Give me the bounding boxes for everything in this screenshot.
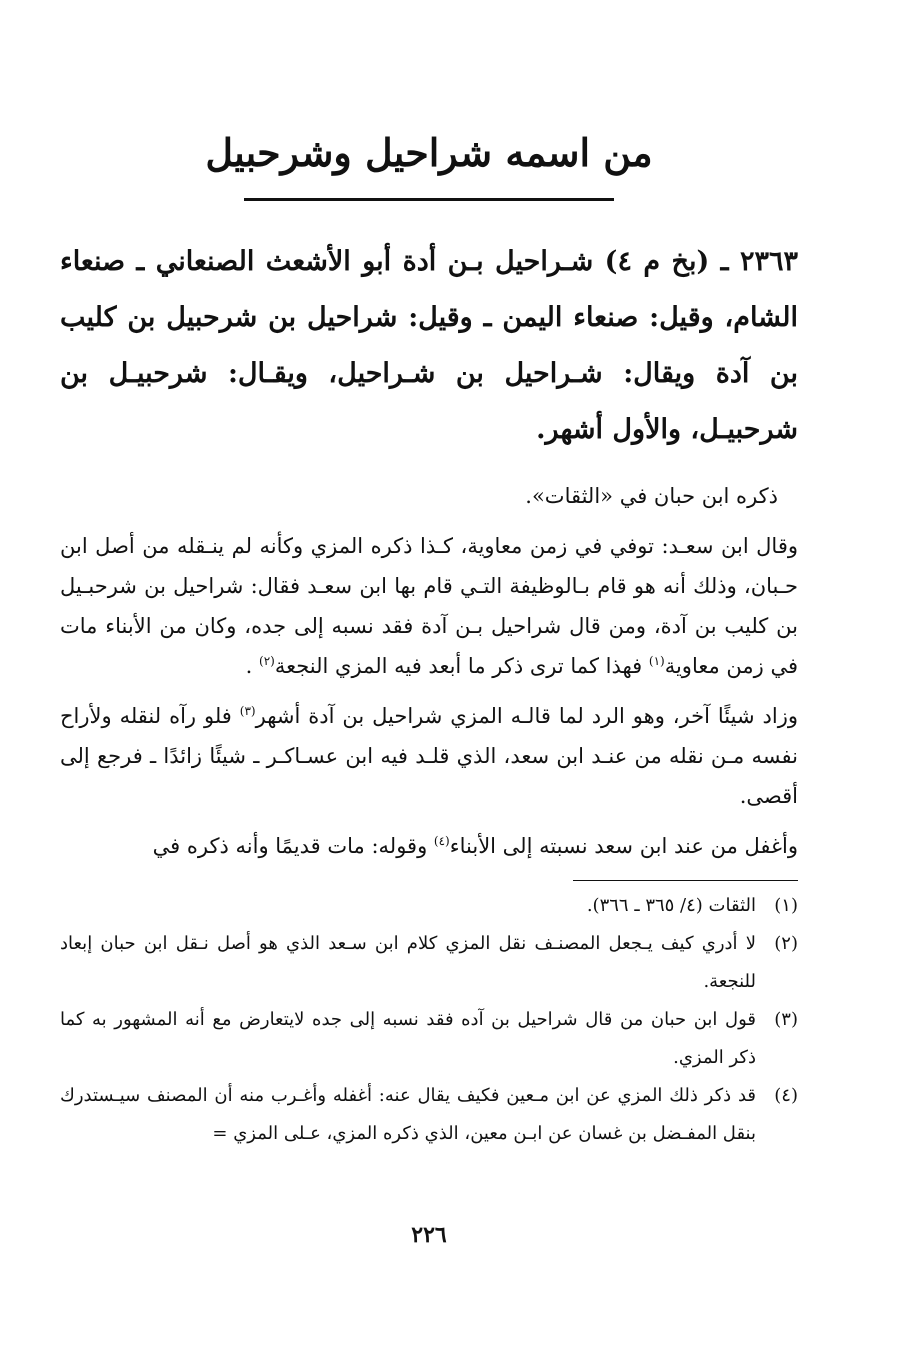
paragraph-3-text-b: فلو رآه لنقله ولأراح نفسه مـن نقله من عنـد ابن سعد، الذي قلـد فيه ابن عسـاكـر ـ شيئًا زائدًا ـ فرجع إلى أقصى. [60,704,798,808]
footnote-separator [573,880,798,881]
paragraph-2-text-c: . [245,654,260,678]
footnote-ref-4: (٤) [433,834,450,848]
title-underline [244,198,614,204]
footnote-3 [60,1001,798,1077]
chapter-title: من اسمه شراحيل وشرحبيل [205,130,653,175]
footnote-text: قول ابن حبان من قال شراحيل بن آده فقد نسبه إلى جده لايتعارض مع أنه المشهور به كما ذكر المزي. [60,1009,756,1068]
paragraph-3-text-a: وزاد شيئًا آخر، وهو الرد لما قالـه المزي شراحيل بن آدة أشهر [255,704,798,728]
footnote-4 [60,1077,798,1153]
paragraph-4 [60,826,798,866]
paragraph-2 [60,526,798,686]
paragraph-4-text-b: وقوله: مات قديمًا وأنه ذكره في [152,834,434,858]
footnote-text: قد ذكر ذلك المزي عن ابن مـعين فكيف يقال عنه: أغفله وأغـرب منه أن المصنف سيـستدرك بنقل المفـضل بن غسان عن ابـن معين، الذي ذكره المزي، عـلى المزي = [60,1085,756,1144]
paragraph-1-text: ذكره ابن حبان في «الثقات». [525,484,778,508]
paragraph-4-text-a: وأغفل من عند ابن سعد نسبته إلى الأبناء [449,834,798,858]
footnote-1 [60,887,798,925]
page-number: ٢٢٦ [411,1222,447,1248]
footnote-number: (١) [774,895,798,916]
entry-heading: ٢٣٦٣ ـ (بخ م ٤) شـراحيل بـن أدة أبو الأشعث الصنعاني ـ صنعاء الشام، وقيل: صنعاء اليمن ـ وقيل: شراحيل بن شرحبيل بن كليب بن آدة ويقال: شـراحيل بن شـراحيل، ويقـال: شرحبيـل بن شرحبيـل، والأول أشهر. [60,246,798,445]
paragraph-2-text-a: وقال ابن سعـد: توفي في زمن معاوية، كـذا ذكره المزي وكأنه لم ينـقله من أصل ابن حـبان، وذلك أنه هو قام بـالوظيفة التـي قام بها ابن سعـد فقال: شراحيل بن شرحبـيل بن كليب بن آدة، ومن قال شراحيل بـن آدة فقد نسبه إلى جده، وكان من الأبناء مات في زمن معاوية [60,534,798,678]
footnote-number: (٤) [774,1085,798,1106]
footnote-2 [60,925,798,1001]
footnote-text: الثقات (٤/ ٣٦٥ ـ ٣٦٦). [586,895,756,916]
book-page [60,118,798,1362]
footnote-number: (٣) [774,1009,798,1030]
footnote-ref-1: (١) [648,654,665,668]
footnote-ref-2: (٢) [259,654,275,668]
paragraph-2-text-b: فهذا كما ترى ذكر ما أبعد فيه المزي النجعة [274,654,649,678]
footnote-number: (٢) [774,933,798,954]
footnote-ref-3: (٣) [239,704,256,718]
paragraph-3 [60,696,798,816]
paragraph-1 [60,476,778,516]
footnote-text: لا أدري كيف يـجعل المصنـف نقل المزي كلام ابن سـعد الذي هو أصل نـقل ابن حبان إبعاد للنجعة. [60,933,756,992]
